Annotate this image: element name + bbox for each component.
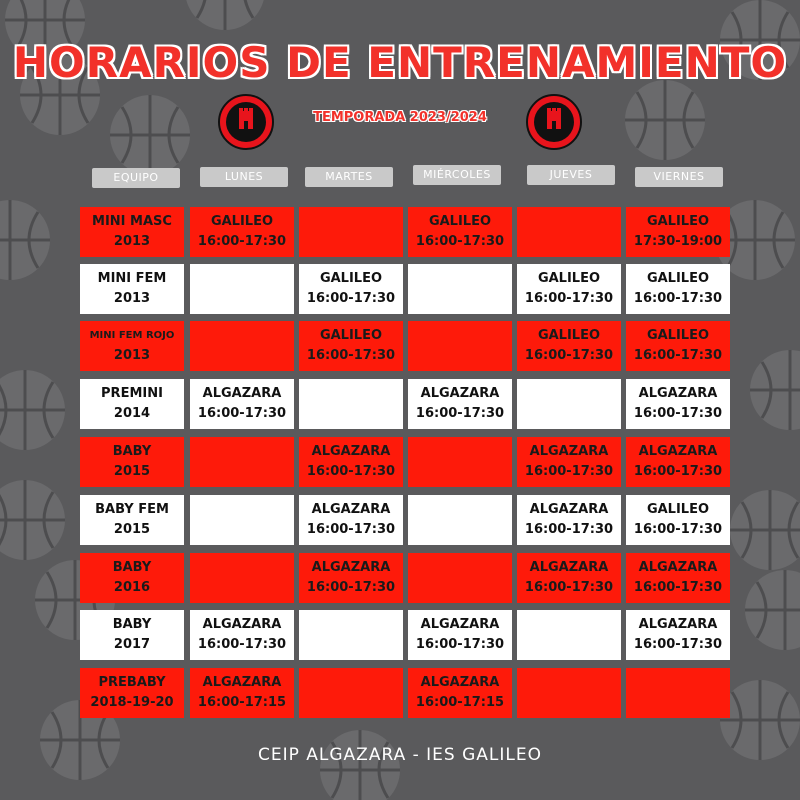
club-logo-right bbox=[526, 94, 582, 150]
session-venue: GALILEO bbox=[646, 502, 710, 517]
session-venue: ALGAZARA bbox=[311, 560, 391, 575]
team-name: BABY FEM bbox=[95, 502, 169, 517]
session-cell bbox=[517, 264, 621, 314]
team-year: 2016 bbox=[113, 580, 151, 595]
empty-cell bbox=[299, 379, 403, 429]
session-time: 16:00-17:30 bbox=[524, 348, 614, 363]
session-venue: GALILEO bbox=[646, 214, 710, 229]
session-time: 16:00-17:15 bbox=[197, 695, 287, 710]
empty-cell bbox=[517, 379, 621, 429]
team-cell bbox=[80, 437, 184, 487]
empty-cell bbox=[299, 207, 403, 257]
session-cell bbox=[299, 495, 403, 545]
empty-cell bbox=[190, 553, 294, 603]
team-cell bbox=[80, 495, 184, 545]
session-time: 16:00-17:30 bbox=[524, 464, 614, 479]
session-time: 16:00-17:15 bbox=[415, 695, 505, 710]
session-cell bbox=[626, 321, 730, 371]
session-venue: ALGAZARA bbox=[529, 560, 609, 575]
session-time: 16:00-17:30 bbox=[197, 406, 287, 421]
empty-cell bbox=[626, 668, 730, 718]
session-cell bbox=[626, 553, 730, 603]
session-cell bbox=[626, 379, 730, 429]
session-time: 16:00-17:30 bbox=[415, 637, 505, 652]
session-venue: ALGAZARA bbox=[202, 675, 282, 690]
empty-cell bbox=[517, 610, 621, 660]
session-time: 16:00-17:30 bbox=[633, 637, 723, 652]
session-time: 16:00-17:30 bbox=[633, 406, 723, 421]
team-year: 2015 bbox=[113, 522, 151, 537]
season-label: TEMPORADA 2023/2024 bbox=[313, 110, 487, 125]
team-cell bbox=[80, 379, 184, 429]
session-venue: GALILEO bbox=[319, 271, 383, 286]
team-year: 2018-19-20 bbox=[90, 695, 174, 710]
session-venue: GALILEO bbox=[646, 271, 710, 286]
session-time: 16:00-17:30 bbox=[524, 291, 614, 306]
team-cell bbox=[80, 321, 184, 371]
team-year: 2013 bbox=[113, 291, 151, 306]
session-time: 16:00-17:30 bbox=[524, 580, 614, 595]
session-venue: ALGAZARA bbox=[529, 502, 609, 517]
session-venue: GALILEO bbox=[646, 328, 710, 343]
team-cell bbox=[80, 610, 184, 660]
team-name: BABY bbox=[112, 560, 152, 575]
empty-cell bbox=[517, 668, 621, 718]
session-cell bbox=[517, 495, 621, 545]
session-cell bbox=[190, 207, 294, 257]
empty-cell bbox=[299, 668, 403, 718]
team-cell bbox=[80, 553, 184, 603]
footer-venues: CEIP ALGAZARA - IES GALILEO bbox=[258, 745, 542, 765]
team-year: 2017 bbox=[113, 637, 151, 652]
session-cell bbox=[626, 207, 730, 257]
session-time: 16:00-17:30 bbox=[197, 234, 287, 249]
session-time: 16:00-17:30 bbox=[197, 637, 287, 652]
empty-cell bbox=[190, 321, 294, 371]
session-venue: GALILEO bbox=[428, 214, 492, 229]
team-name: MINI FEM bbox=[97, 271, 167, 286]
session-cell bbox=[408, 610, 512, 660]
session-venue: GALILEO bbox=[537, 328, 601, 343]
session-time: 16:00-17:30 bbox=[306, 291, 396, 306]
session-cell bbox=[626, 495, 730, 545]
header-day-4: JUEVES bbox=[527, 165, 615, 185]
session-venue: ALGAZARA bbox=[420, 675, 500, 690]
session-cell bbox=[517, 437, 621, 487]
session-venue: ALGAZARA bbox=[420, 386, 500, 401]
header-day-5: VIERNES bbox=[635, 167, 723, 187]
club-logo-left bbox=[218, 94, 274, 150]
team-name: PREMINI bbox=[101, 386, 163, 401]
session-cell bbox=[517, 553, 621, 603]
session-cell bbox=[299, 321, 403, 371]
session-time: 16:00-17:30 bbox=[306, 580, 396, 595]
team-year: 2013 bbox=[113, 234, 151, 249]
session-venue: ALGAZARA bbox=[638, 386, 718, 401]
session-venue: GALILEO bbox=[210, 214, 274, 229]
session-venue: ALGAZARA bbox=[420, 617, 500, 632]
session-cell bbox=[299, 437, 403, 487]
session-cell bbox=[408, 668, 512, 718]
session-time: 16:00-17:30 bbox=[306, 522, 396, 537]
session-cell bbox=[299, 553, 403, 603]
empty-cell bbox=[408, 264, 512, 314]
session-venue: ALGAZARA bbox=[202, 386, 282, 401]
session-cell bbox=[626, 264, 730, 314]
empty-cell bbox=[408, 553, 512, 603]
session-cell bbox=[190, 379, 294, 429]
session-venue: GALILEO bbox=[537, 271, 601, 286]
session-venue: ALGAZARA bbox=[529, 444, 609, 459]
empty-cell bbox=[190, 495, 294, 545]
team-year: 2013 bbox=[113, 348, 151, 363]
session-time: 16:00-17:30 bbox=[633, 580, 723, 595]
session-time: 16:00-17:30 bbox=[524, 522, 614, 537]
session-cell bbox=[408, 207, 512, 257]
session-cell bbox=[626, 610, 730, 660]
session-cell bbox=[190, 668, 294, 718]
session-venue: ALGAZARA bbox=[638, 444, 718, 459]
header-day-3: MIÉRCOLES bbox=[413, 165, 501, 185]
header-equipo: EQUIPO bbox=[92, 168, 180, 188]
session-cell bbox=[190, 610, 294, 660]
session-cell bbox=[299, 264, 403, 314]
empty-cell bbox=[408, 437, 512, 487]
session-time: 16:00-17:30 bbox=[633, 464, 723, 479]
session-time: 17:30-19:00 bbox=[633, 234, 723, 249]
empty-cell bbox=[517, 207, 621, 257]
session-venue: ALGAZARA bbox=[202, 617, 282, 632]
team-name: MINI FEM ROJO bbox=[89, 330, 175, 341]
team-cell bbox=[80, 668, 184, 718]
session-cell bbox=[517, 321, 621, 371]
team-name: BABY bbox=[112, 444, 152, 459]
session-time: 16:00-17:30 bbox=[415, 406, 505, 421]
session-venue: ALGAZARA bbox=[638, 560, 718, 575]
session-venue: GALILEO bbox=[319, 328, 383, 343]
empty-cell bbox=[190, 264, 294, 314]
team-name: MINI MASC bbox=[92, 214, 172, 229]
session-time: 16:00-17:30 bbox=[633, 291, 723, 306]
team-name: BABY bbox=[112, 617, 152, 632]
session-time: 16:00-17:30 bbox=[633, 522, 723, 537]
session-time: 16:00-17:30 bbox=[415, 234, 505, 249]
header-day-1: LUNES bbox=[200, 167, 288, 187]
team-name: PREBABY bbox=[98, 675, 166, 690]
session-venue: ALGAZARA bbox=[311, 502, 391, 517]
empty-cell bbox=[408, 495, 512, 545]
session-venue: ALGAZARA bbox=[311, 444, 391, 459]
session-time: 16:00-17:30 bbox=[633, 348, 723, 363]
team-year: 2014 bbox=[113, 406, 151, 421]
header-day-2: MARTES bbox=[305, 167, 393, 187]
team-cell bbox=[80, 264, 184, 314]
session-venue: ALGAZARA bbox=[638, 617, 718, 632]
page-title: HORARIOS DE ENTRENAMIENTO bbox=[12, 38, 788, 87]
team-year: 2015 bbox=[113, 464, 151, 479]
session-cell bbox=[408, 379, 512, 429]
session-time: 16:00-17:30 bbox=[306, 348, 396, 363]
empty-cell bbox=[190, 437, 294, 487]
session-time: 16:00-17:30 bbox=[306, 464, 396, 479]
empty-cell bbox=[299, 610, 403, 660]
team-cell bbox=[80, 207, 184, 257]
empty-cell bbox=[408, 321, 512, 371]
session-cell bbox=[626, 437, 730, 487]
